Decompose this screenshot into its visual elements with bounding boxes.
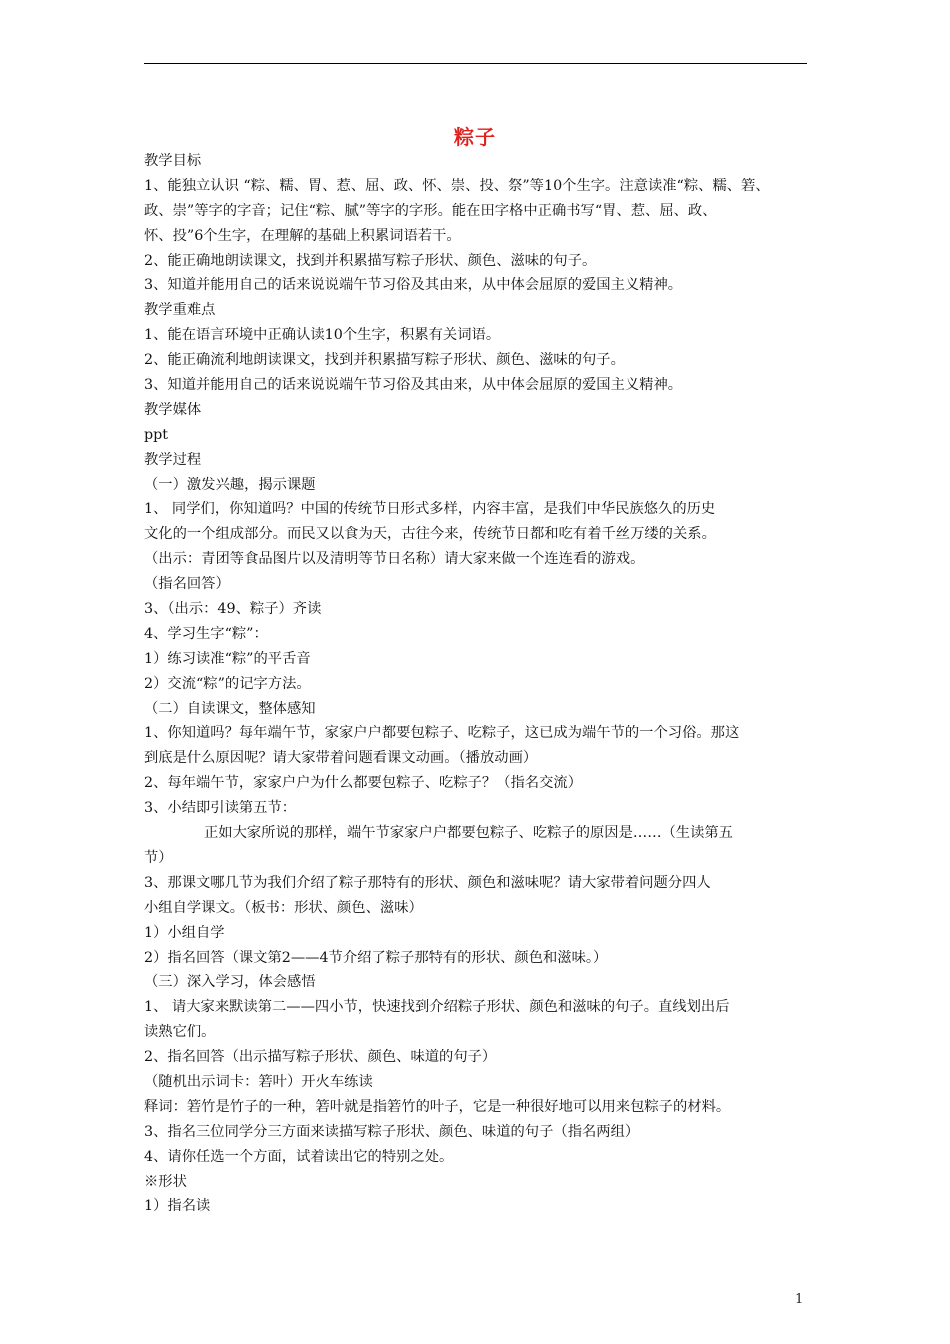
paragraph-line: 2、能正确流利地朗读课文，找到并积累描写粽子形状、颜色、滋味的句子。 <box>144 352 625 369</box>
paragraph-line: 到底是什么原因呢？请大家带着问题看课文动画。（播放动画） <box>144 750 538 767</box>
paragraph-line: 怀、投”6个生字，在理解的基础上积累词语若干。 <box>144 227 461 244</box>
paragraph-line: 2、指名回答（出示描写粽子形状、颜色、味道的句子） <box>144 1049 497 1066</box>
paragraph-line: 1、能独立认识 “粽、糯、胃、惹、屈、政、怀、崇、投、祭”等10个生字。注意读准“粽、糯、箬、 <box>144 177 770 194</box>
paragraph-line: 1）指名读 <box>144 1198 211 1215</box>
paragraph-line: 3、那课文哪几节为我们介绍了粽子那特有的形状、颜色和滋味呢？请大家带着问题分四人 <box>144 874 711 891</box>
section-heading: 教学重难点 <box>144 302 216 319</box>
paragraph-line: 2、每年端午节，家家户户为什么都要包粽子、吃粽子？（指名交流） <box>144 775 582 792</box>
paragraph-line: 4、请你任选一个方面，试着读出它的特别之处。 <box>144 1148 454 1165</box>
paragraph-line: 读熟它们。 <box>144 1024 216 1041</box>
paragraph-line: 3、知道并能用自己的话来说说端午节习俗及其由来，从中体会屈原的爱国主义精神。 <box>144 277 683 294</box>
subsection-heading: （二）自读课文，整体感知 <box>144 700 316 717</box>
section-heading: 教学过程 <box>144 451 202 468</box>
page-number: 1 <box>795 1292 804 1307</box>
paragraph-line: 1、能在语言环境中正确认读10个生字，积累有关词语。 <box>144 327 501 344</box>
paragraph-line: 2、能正确地朗读课文，找到并积累描写粽子形状、颜色、滋味的句子。 <box>144 252 597 269</box>
subsection-heading: （一）激发兴趣，揭示课题 <box>144 476 316 493</box>
paragraph-line: 2）指名回答（课文第2——4节介绍了粽子那特有的形状、颜色和滋味。） <box>144 949 608 966</box>
paragraph-line: 1）练习读准“粽”的平舌音 <box>144 650 311 667</box>
paragraph-line: 释词：箬竹是竹子的一种，箬叶就是指箬竹的叶子，它是一种很好地可以用来包粽子的材料。 <box>144 1098 731 1115</box>
subsection-heading: （三）深入学习，体会感悟 <box>144 974 316 991</box>
section-heading: 教学媒体 <box>144 401 202 418</box>
paragraph-line: 3、知道并能用自己的话来说说端午节习俗及其由来，从中体会屈原的爱国主义精神。 <box>144 377 683 394</box>
paragraph-line: 小组自学课文。（板书：形状、颜色、滋味） <box>144 899 423 916</box>
paragraph-line: （指名回答） <box>144 576 230 593</box>
paragraph-line: 文化的一个组成部分。而民又以食为天，古往今来，传统节日都和吃有着千丝万缕的关系。 <box>144 526 716 543</box>
paragraph-line: （随机出示词卡：箬叶）开火车练读 <box>144 1073 373 1090</box>
indented-paragraph-line: 正如大家所说的那样，端午节家家户户都要包粽子、吃粽子的原因是……（生读第五 <box>204 825 733 842</box>
paragraph-line: 4、学习生字“粽”： <box>144 625 268 642</box>
paragraph-line: 3、（出示：49、粽子）齐读 <box>144 601 322 618</box>
section-heading: 教学目标 <box>144 153 202 169</box>
paragraph-line: 1、你知道吗？每年端午节，家家户户都要包粽子、吃粽子，这已成为端午节的一个习俗。那这 <box>144 725 740 742</box>
paragraph-line: 节） <box>144 849 173 866</box>
paragraph-line: 政、崇”等字的字音；记住“粽、腻”等字的字形。能在田字格中正确书写“胃、惹、屈、政、 <box>144 202 717 219</box>
paragraph-line: ※形状 <box>144 1173 187 1190</box>
header-rule <box>144 63 807 64</box>
document-body <box>144 149 810 1219</box>
document-title: 粽子 <box>454 125 496 149</box>
paragraph-line: ppt <box>144 426 169 443</box>
paragraph-line: 1、 同学们，你知道吗？中国的传统节日形式多样，内容丰富，是我们中华民族悠久的历史 <box>144 501 716 518</box>
paragraph-line: 2）交流“粽”的记字方法。 <box>144 675 311 692</box>
paragraph-line: 1）小组自学 <box>144 924 225 941</box>
paragraph-line: 3、小结即引读第五节： <box>144 800 297 817</box>
paragraph-line: 3、指名三位同学分三方面来读描写粽子形状、颜色、味道的句子（指名两组） <box>144 1123 640 1140</box>
paragraph-line: （出示：青团等食品图片以及清明等节日名称）请大家来做一个连连看的游戏。 <box>144 551 645 568</box>
paragraph-line: 1、 请大家来默读第二——四小节，快速找到介绍粽子形状、颜色和滋味的句子。直线划出后 <box>144 999 730 1016</box>
